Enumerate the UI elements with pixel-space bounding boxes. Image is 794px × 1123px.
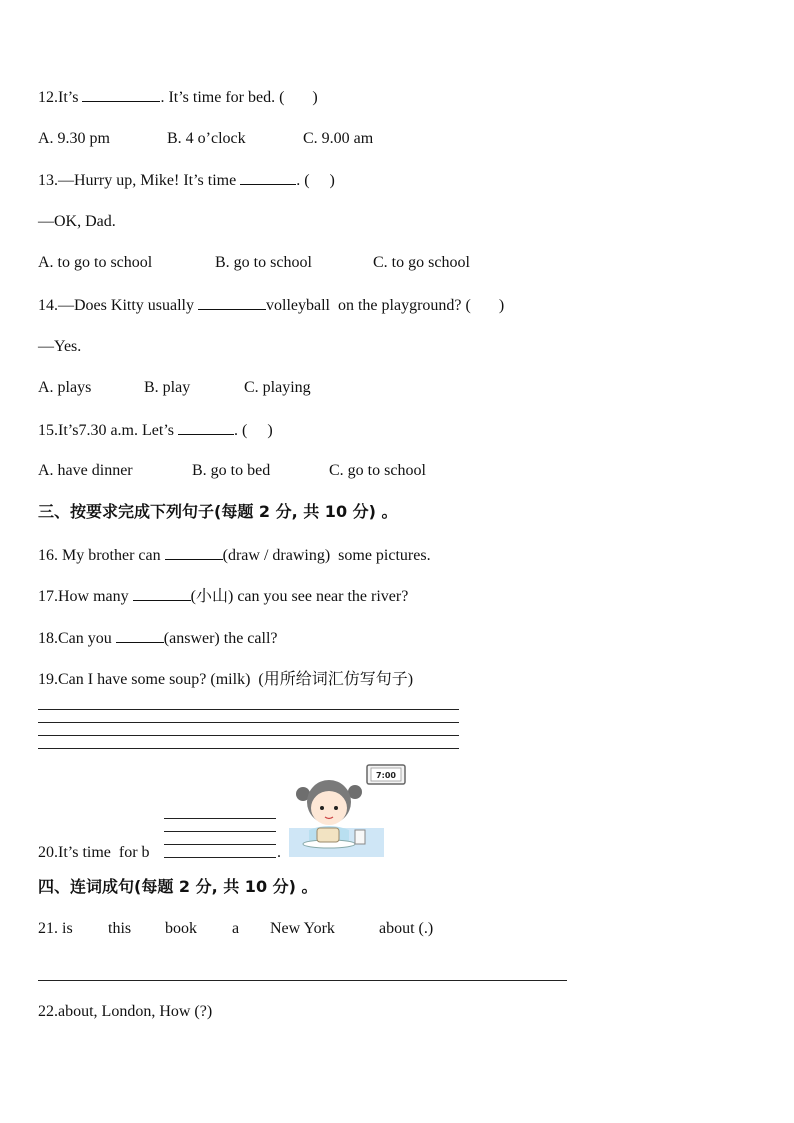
option-c[interactable]: C. to go school — [373, 254, 470, 271]
answer-line[interactable] — [164, 844, 276, 845]
q21-word: this — [108, 920, 132, 937]
answer-line[interactable] — [38, 748, 459, 749]
stem-text: . It’s time for bed. ( ) — [160, 89, 318, 106]
eye-left — [320, 806, 324, 810]
option-b[interactable]: B. play — [144, 379, 191, 396]
question-16-stem — [38, 545, 431, 566]
face — [311, 791, 347, 825]
answer-line[interactable] — [164, 818, 276, 819]
answer-blank[interactable] — [198, 295, 266, 310]
answer-line[interactable] — [38, 709, 459, 710]
question-14-reply: —Yes. — [38, 338, 82, 355]
answer-line[interactable] — [38, 722, 459, 723]
stem-text: volleyball on the playground? ( ) — [266, 297, 505, 314]
option-b[interactable]: B. 4 o’clock — [167, 130, 246, 147]
stem-text: . ( ) — [296, 172, 335, 189]
stem-text: 12.It’s — [38, 89, 83, 106]
stem-text: (小山) can you see near the river? — [190, 588, 409, 605]
option-a[interactable]: A. to go to school — [38, 254, 153, 271]
question-14-stem — [38, 295, 504, 316]
stem-text: 16. My brother can — [38, 547, 165, 564]
answer-line[interactable] — [38, 735, 459, 736]
answer-blank[interactable] — [133, 586, 191, 601]
question-20-stem: 20.It’s time for b — [38, 844, 150, 861]
answer-blank[interactable] — [240, 170, 296, 185]
illustration-svg — [287, 764, 407, 858]
option-a[interactable]: A. plays — [38, 379, 92, 396]
answer-blank[interactable] — [116, 628, 164, 643]
option-b[interactable]: B. go to school — [215, 254, 312, 271]
question-12-stem — [38, 87, 318, 108]
q21-word: New York — [270, 920, 335, 937]
answer-blank[interactable] — [178, 420, 234, 435]
question-17-stem — [38, 586, 408, 607]
answer-line[interactable] — [38, 980, 567, 981]
q21-word: a — [232, 920, 240, 937]
section-3-heading: 三、按要求完成下列句子(每题 2 分, 共 10 分) 。 — [38, 502, 398, 521]
clock-time: 7:00 — [376, 771, 396, 780]
question-22-stem: 22.about, London, How (?) — [38, 1003, 213, 1020]
question-13-stem — [38, 170, 335, 191]
option-b[interactable]: B. go to bed — [192, 462, 271, 479]
milk-glass — [355, 830, 365, 844]
answer-line[interactable] — [164, 857, 276, 858]
bread — [317, 828, 339, 842]
stem-text: 17.How many — [38, 588, 133, 605]
option-a[interactable]: A. 9.30 pm — [38, 130, 110, 147]
answer-line[interactable] — [164, 831, 276, 832]
eye-right — [334, 806, 338, 810]
option-c[interactable]: C. playing — [244, 379, 311, 396]
girl-eating-breakfast-illustration — [287, 764, 407, 863]
stem-text: 14.—Does Kitty usually — [38, 297, 198, 314]
section-4-heading: 四、连词成句(每题 2 分, 共 10 分) 。 — [38, 877, 318, 896]
q21-word: about (.) — [379, 920, 434, 937]
stem-text: 18.Can you — [38, 630, 116, 647]
stem-text: . ( ) — [233, 422, 273, 439]
answer-blank[interactable] — [82, 87, 160, 102]
q21-word: book — [165, 920, 197, 937]
stem-text: 15.It’s7.30 a.m. Let’s — [38, 422, 178, 439]
question-13-reply: —OK, Dad. — [38, 213, 116, 230]
stem-text: (answer) the call? — [163, 630, 278, 647]
question-18-stem — [38, 628, 278, 649]
option-a[interactable]: A. have dinner — [38, 462, 133, 479]
option-c[interactable]: C. go to school — [329, 462, 426, 479]
stem-text: 13.—Hurry up, Mike! It’s time — [38, 172, 241, 189]
answer-blank[interactable] — [165, 545, 223, 560]
question-19-stem: 19.Can I have some soup? (milk) (用所给词汇仿写句子) — [38, 671, 414, 688]
stem-text: (draw / drawing) some pictures. — [222, 547, 431, 564]
sentence-period: . — [277, 844, 281, 861]
q21-word: 21. is — [38, 920, 73, 937]
question-15-stem — [38, 420, 273, 441]
option-c[interactable]: C. 9.00 am — [303, 130, 374, 147]
